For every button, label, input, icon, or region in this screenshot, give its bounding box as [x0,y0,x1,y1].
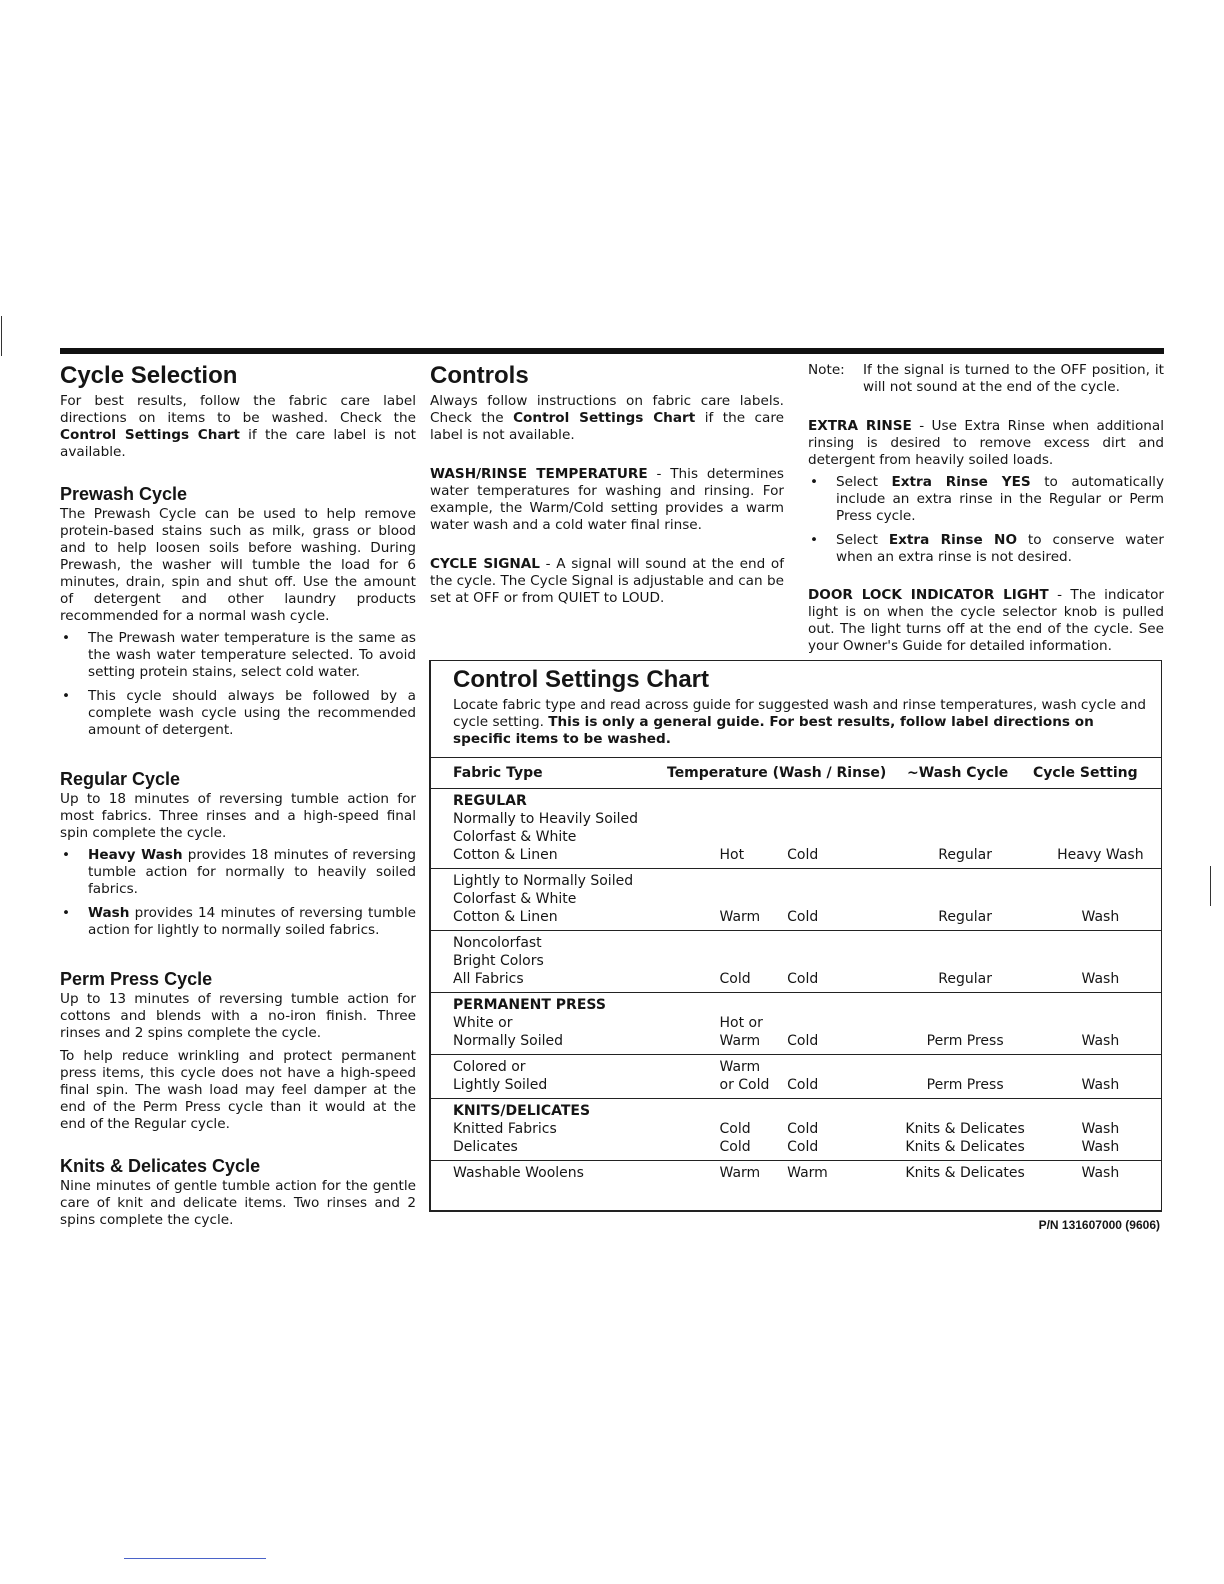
cell-wash-temp [720,828,788,846]
table-row [431,1138,1161,1156]
cell-wash-temp: Warm [719,909,761,925]
footer-rule [124,1558,266,1559]
wash-rinse-temperature: WASH/RINSE TEMPERATURE - This determines water temperatures for washing and rinsing. For example, the Warm/Cold setting provides a warm water wash and a cold water final rinse. [430,466,784,533]
cell-wash-cycle: Perm Press [926,1033,1004,1049]
controls-intro: Always follow instructions on fabric care labels. Check the Control Settings Chart if the care label is not available. [430,393,784,443]
cell-wash-cycle: Knits & Delicates [905,1139,1025,1155]
header-fabric-type: Fabric Type [453,765,543,781]
cell-rinse-temp: Cold [787,1139,819,1155]
cycle-signal: CYCLE SIGNAL - A signal will sound at the end of the cycle. The Cycle Signal is adjustable and can be set at OFF or from QUIET to LOUD. [430,556,784,606]
chart-body [431,789,1161,1186]
cycle-selection-title: Cycle Selection [60,362,238,389]
chart-group [431,1099,1161,1161]
chart-header [431,661,1161,748]
cell-wash-cycle: Regular [938,971,992,987]
top-rule [60,348,1164,354]
list-item: • This cycle should always be followed by a complete wash cycle using the recommended amount of detergent. [60,688,416,739]
cell-wash-temp [720,810,788,828]
cycle-selection-intro: For best results, follow the fabric care label directions on items to be washed. Check the Control Settings Chart if the care label is not available. [60,393,416,460]
cell-fabric: Normally to Heavily Soiled [453,811,639,827]
cell-rinse-temp: Cold [787,1033,819,1049]
cell-fabric: White or [453,1015,513,1031]
cell-fabric: Cotton & Linen [453,847,558,863]
cell-fabric: Colored or [453,1059,526,1075]
header-cycle-setting: Cycle Setting [1033,765,1138,781]
perm-press-text-2: To help reduce wrinkling and protect permanent press items, this cycle does not have a high-speed final spin. The wash load may feel damper at the end of the Perm Press cycle than it would at the end of the Regular cycle. [60,1048,416,1132]
note-text: If the signal is turned to the OFF position, it will not sound at the end of the cycle. [863,362,1164,395]
header-wash-cycle: ~Wash Cycle [907,765,1009,781]
chart-title: Control Settings Chart [453,666,709,693]
cell-cycle-setting [1040,890,1161,908]
cell-rinse-temp: Cold [787,909,819,925]
cell-fabric: Normally Soiled [453,1033,564,1049]
cell-wash-temp [720,890,788,908]
regular-bullets [60,847,416,939]
chart-intro: Locate fabric type and read across guide for suggested wash and rinse temperatures, wash cycle and cycle setting. This is only a general guide. For best results, follow label directions on specific items to be washed. [453,697,1146,747]
chart-group [431,931,1161,993]
cell-cycle-setting: Wash [1081,1077,1120,1093]
cell-rinse-temp [787,1058,890,1076]
table-row [431,846,1161,864]
cycle-selection-column [60,362,416,1229]
cell-wash-cycle: Perm Press [926,1077,1004,1093]
cell-cycle-setting: Wash [1081,1121,1120,1137]
list-item: • Heavy Wash provides 18 minutes of reversing tumble action for normally to heavily soiled fabrics. [60,847,416,898]
cell-cycle-setting [1040,1014,1161,1032]
cell-wash-temp [720,872,788,890]
group-title: KNITS/DELICATES [453,1103,591,1119]
table-row [431,810,1161,828]
cell-rinse-temp: Cold [787,1077,819,1093]
cell-cycle-setting: Wash [1081,971,1120,987]
cell-wash-cycle [891,952,1040,970]
cell-fabric: Lightly Soiled [453,1077,548,1093]
right-edge-mark [1210,866,1211,906]
perm-press-title: Perm Press Cycle [60,969,213,989]
cell-wash-temp: Cold [719,971,751,987]
cell-rinse-temp [787,952,890,970]
chart-column-headers [431,757,1161,789]
table-row [431,1076,1161,1094]
cell-wash-cycle [891,810,1040,828]
table-row [431,970,1161,988]
table-row [431,828,1161,846]
chart-group [431,869,1161,931]
cell-fabric: Colorfast & White [453,829,577,845]
table-row [431,908,1161,926]
cell-rinse-temp [787,1014,890,1032]
cell-wash-temp: Hot [719,847,745,863]
chart-group [431,1055,1161,1099]
header-temperature: Temperature (Wash / Rinse) [667,765,887,781]
cell-rinse-temp [787,872,890,890]
prewash-bullets [60,630,416,739]
cell-wash-temp: Warm [719,1059,761,1075]
knits-delicates-title: Knits & Delicates Cycle [60,1156,261,1176]
regular-cycle-title: Regular Cycle [60,769,181,789]
cell-cycle-setting [1040,828,1161,846]
group-title: PERMANENT PRESS [453,997,606,1013]
cell-cycle-setting [1040,934,1161,952]
knits-delicates-text: Nine minutes of gentle tumble action for the gentle care of knit and delicate items. Two rinses and 2 spins complete the cycle. [60,1178,416,1228]
cell-cycle-setting [1040,810,1161,828]
cell-rinse-temp [787,810,890,828]
cell-rinse-temp [787,828,890,846]
cell-wash-cycle: Knits & Delicates [905,1121,1025,1137]
cell-wash-temp: Cold [719,1139,751,1155]
cell-wash-cycle: Knits & Delicates [905,1165,1025,1181]
cell-cycle-setting: Wash [1081,909,1120,925]
cell-wash-cycle [891,828,1040,846]
extra-rinse: EXTRA RINSE - Use Extra Rinse when additional rinsing is desired to remove excess dirt and detergent from heavily soiled loads. [808,418,1164,468]
cell-wash-cycle [891,872,1040,890]
list-item: • Wash provides 14 minutes of reversing tumble action for lightly to normally soiled fabrics. [60,905,416,939]
cell-fabric: Delicates [453,1139,518,1155]
cell-fabric: Knitted Fabrics [453,1121,557,1137]
list-item: • Select Extra Rinse YES to automatically include an extra rinse in the Regular or Perm Press cycle. [808,474,1164,525]
cell-wash-cycle [891,1014,1040,1032]
prewash-title: Prewash Cycle [60,484,188,504]
regular-cycle-text: Up to 18 minutes of reversing tumble action for most fabrics. Three rinses and a high-speed final spin complete the cycle. [60,791,416,841]
cell-fabric: All Fabrics [453,971,524,987]
cell-cycle-setting: Heavy Wash [1057,847,1144,863]
chart-group [431,1161,1161,1186]
table-row [431,934,1161,952]
table-row [431,1032,1161,1050]
cell-wash-temp: Warm [719,1165,761,1181]
cell-rinse-temp: Cold [787,971,819,987]
table-row [431,872,1161,890]
list-item: • The Prewash water temperature is the same as the wash water temperature selected. To avoid setting protein stains, select cold water. [60,630,416,681]
cell-rinse-temp [787,934,890,952]
table-row [431,952,1161,970]
table-row [431,1014,1161,1032]
group-title: REGULAR [453,793,527,809]
left-edge-mark [1,316,2,356]
cell-fabric: Washable Woolens [453,1165,584,1181]
cell-rinse-temp: Cold [787,1121,819,1137]
cell-cycle-setting [1040,952,1161,970]
table-row [431,1120,1161,1138]
cell-wash-temp: Warm [719,1033,761,1049]
cell-cycle-setting [1040,872,1161,890]
cell-cycle-setting: Wash [1081,1165,1120,1181]
cell-cycle-setting [1040,1058,1161,1076]
cell-cycle-setting: Wash [1081,1139,1120,1155]
cell-fabric: Bright Colors [453,953,544,969]
prewash-text: The Prewash Cycle can be used to help remove protein-based stains such as milk, grass or blood and to help loosen soils before washing. During Prewash, the washer will tumble the load for 6 minutes, drain, spin and shut off. Use the amount of detergent and other laundry products recommended for a normal wash cycle. [60,506,416,624]
table-row [431,1058,1161,1076]
door-lock-indicator: DOOR LOCK INDICATOR LIGHT - The indicator light is on when the cycle selector knob is pulled out. The light turns off at the end of the cycle. See your Owner's Guide for detailed information. [808,587,1164,654]
table-row [431,890,1161,908]
cell-wash-cycle [891,934,1040,952]
chart-group [431,993,1161,1055]
cell-wash-temp: Cold [719,1121,751,1137]
note-label: Note: [808,362,845,378]
cell-fabric: Lightly to Normally Soiled [453,873,634,889]
cell-fabric: Colorfast & White [453,891,577,907]
options-column [808,362,1164,655]
cell-cycle-setting: Wash [1081,1033,1120,1049]
perm-press-text: Up to 13 minutes of reversing tumble action for cottons and blends with a no-iron finish. Three rinses and 2 spins complete the cycle. [60,991,416,1041]
part-number: P/N 131607000 (9606) [1038,1218,1160,1232]
signal-note [808,362,1164,396]
cell-wash-cycle: Regular [938,847,992,863]
cell-rinse-temp: Warm [787,1165,828,1181]
cell-wash-temp: Hot or [719,1015,763,1031]
cell-wash-temp: or Cold [719,1077,770,1093]
chart-group [431,789,1161,869]
controls-title: Controls [430,362,529,389]
controls-column [430,362,784,607]
cell-rinse-temp [787,890,890,908]
cell-wash-cycle [891,1058,1040,1076]
cell-wash-temp [720,952,788,970]
table-row [431,1164,1161,1182]
cell-wash-temp [720,934,788,952]
control-settings-chart [429,660,1162,1212]
cell-fabric: Cotton & Linen [453,909,558,925]
extra-rinse-bullets [808,474,1164,566]
cell-rinse-temp: Cold [787,847,819,863]
cell-wash-cycle [891,890,1040,908]
cell-fabric: Noncolorfast [453,935,542,951]
list-item: • Select Extra Rinse NO to conserve water when an extra rinse is not desired. [808,532,1164,566]
cell-wash-cycle: Regular [938,909,992,925]
